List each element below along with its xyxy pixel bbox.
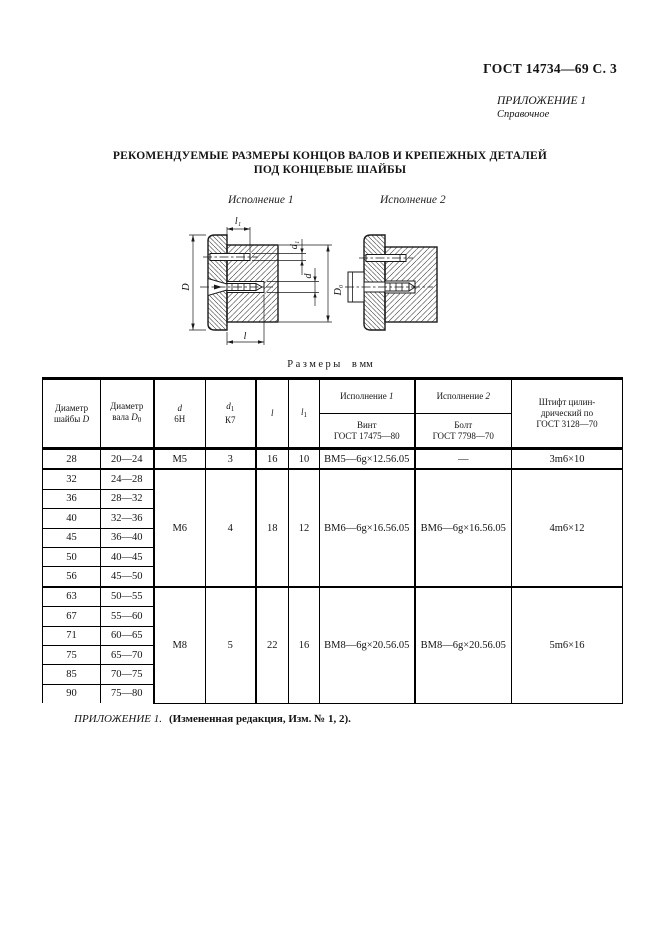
cell-l1: 16 [289, 587, 320, 703]
dim-label-l1: l₁ [234, 216, 242, 227]
cell-D: 63 [43, 587, 101, 607]
col-header-d: d 6Н [154, 379, 206, 449]
cell-bolt: ВМ8—6g×20.56.05 [415, 587, 512, 703]
cell-D: 67 [43, 607, 101, 626]
figure1-caption: Исполнение 1 [228, 194, 294, 206]
figure2-technical-drawing [345, 222, 480, 337]
cell-d: М5 [154, 449, 206, 470]
page-title-line1: РЕКОМЕНДУЕМЫЕ РАЗМЕРЫ КОНЦОВ ВАЛОВ И КРЕПЕЖНЫХ ДЕТАЛЕЙ [112, 150, 548, 162]
cell-d: М6 [154, 469, 206, 586]
cell-D: 90 [43, 684, 101, 703]
cell-D0: 20—24 [101, 449, 154, 470]
col-subheader-screw: Винт ГОСТ 17475—80 [320, 414, 415, 449]
cell-d1: 5 [206, 587, 256, 703]
table-row [43, 469, 623, 489]
cell-l: 22 [256, 587, 289, 703]
footer-appendix-ref: ПРИЛОЖЕНИЕ 1. [74, 713, 162, 725]
cell-d1: 4 [206, 469, 256, 586]
cell-d: М8 [154, 587, 206, 703]
dim-label-D: D [181, 283, 192, 291]
cell-d1: 3 [206, 449, 256, 470]
page-title [10, 149, 650, 177]
col-header-shaft-diameter: Диаметр вала $D_0$ [101, 379, 154, 449]
cell-D: 45 [43, 528, 101, 547]
dim-label-d: d [303, 273, 314, 279]
cell-pin: 3m6×10 [512, 449, 623, 470]
dim-label-D0: D₀ [333, 284, 344, 296]
dimensions-table [42, 377, 623, 704]
cell-D0: 32—36 [101, 509, 154, 528]
table-row [43, 449, 623, 470]
appendix-note: Справочное [497, 109, 550, 120]
cell-D: 36 [43, 489, 101, 508]
cell-l: 16 [256, 449, 289, 470]
page-title-line2: ПОД КОНЦЕВЫЕ ШАЙБЫ [253, 164, 407, 176]
cell-l1: 12 [289, 469, 320, 586]
cell-D: 50 [43, 547, 101, 566]
footer-note [74, 713, 351, 725]
col-header-washer-diameter: Диаметр шайбы D [43, 379, 101, 449]
cell-D0: 75—80 [101, 684, 154, 703]
cell-D0: 50—55 [101, 587, 154, 607]
cell-screw: ВМ6—6g×16.56.05 [320, 469, 415, 586]
cell-D0: 40—45 [101, 547, 154, 566]
footer-revision-note: (Измененная редакция, Изм. № 1, 2). [168, 713, 351, 725]
cell-pin: 4m6×12 [512, 469, 623, 586]
cell-D: 28 [43, 449, 101, 470]
dim-label-l: l [243, 331, 247, 342]
cell-D0: 65—70 [101, 645, 154, 664]
cell-D0: 36—40 [101, 528, 154, 547]
cell-l: 18 [256, 469, 289, 586]
cell-pin: 5m6×16 [512, 587, 623, 703]
col-header-l: l [256, 379, 289, 449]
cell-D: 71 [43, 626, 101, 645]
cell-D: 40 [43, 509, 101, 528]
units-value: в мм [351, 359, 373, 370]
cell-D0: 45—50 [101, 567, 154, 587]
dim-label-d1: d₁ [289, 240, 300, 250]
cell-l1: 10 [289, 449, 320, 470]
cell-D: 56 [43, 567, 101, 587]
cell-D: 32 [43, 469, 101, 489]
figure1-technical-drawing [178, 210, 348, 350]
col-header-d1: $d_1$ К7 [206, 379, 256, 449]
cell-D: 85 [43, 665, 101, 684]
cell-bolt: ВМ6—6g×16.56.05 [415, 469, 512, 586]
table-row [43, 587, 623, 607]
col-header-pin: Штифт цилин- дрический по ГОСТ 3128—70 [512, 379, 623, 449]
col-subheader-bolt: Болт ГОСТ 7798—70 [415, 414, 512, 449]
col-header-version1: Исполнение 1 [320, 379, 415, 414]
units-word: Размеры [287, 359, 343, 370]
units-caption [10, 359, 650, 370]
cell-D0: 28—32 [101, 489, 154, 508]
appendix-block [497, 95, 586, 121]
col-header-version2: Исполнение 2 [415, 379, 512, 414]
cell-D0: 55—60 [101, 607, 154, 626]
cell-D0: 70—75 [101, 665, 154, 684]
cell-D0: 60—65 [101, 626, 154, 645]
doc-reference: ГОСТ 14734—69 С. 3 [483, 61, 617, 76]
cell-screw: ВМ8—6g×20.56.05 [320, 587, 415, 703]
figure2-caption: Исполнение 2 [380, 194, 446, 206]
cell-D: 75 [43, 645, 101, 664]
appendix-label: ПРИЛОЖЕНИЕ 1 [497, 95, 587, 107]
cell-screw: ВМ5—6g×12.56.05 [320, 449, 415, 470]
cell-bolt: — [415, 449, 512, 470]
cell-D0: 24—28 [101, 469, 154, 489]
col-header-l1: $l_1$ [289, 379, 320, 449]
